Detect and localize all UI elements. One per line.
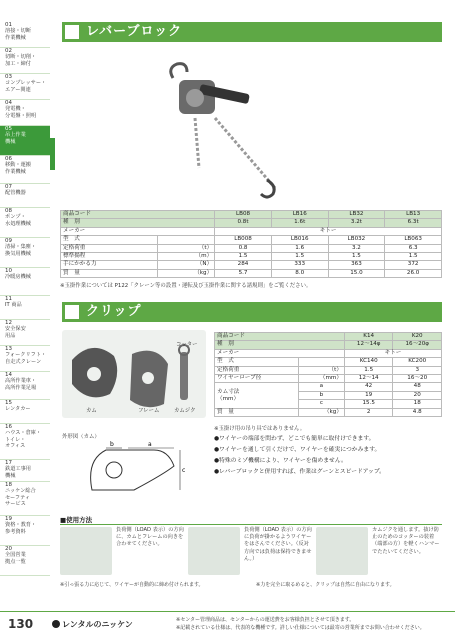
diagram-label-a: a (148, 441, 152, 448)
brand-logo-icon (52, 620, 60, 628)
maker-value: キトー (215, 227, 442, 235)
sidebar-item-19[interactable] (0, 516, 50, 546)
sidebar-item-label: トイレ・ (5, 436, 26, 443)
table-cell: 15.0 (328, 269, 385, 277)
howto-step-2 (188, 527, 315, 575)
table-cell: （N） (157, 261, 215, 269)
sidebar-item-label: 発電機・ (5, 106, 26, 113)
sidebar-item-13[interactable] (0, 346, 50, 372)
table-cell: 42 (344, 383, 393, 391)
clip-section-title: クリップ (86, 304, 142, 319)
sidebar-item-20[interactable] (0, 546, 50, 576)
table-cell: 18 (393, 400, 442, 408)
table-cell: LB032 (328, 236, 385, 244)
sidebar-item-label: 全国営業 (5, 552, 26, 559)
table-cell: 1.6 (271, 244, 328, 252)
sidebar-item-label: 換気用機械 (5, 250, 31, 257)
table-header-cell: LB32 (328, 211, 385, 219)
sidebar-item-number: 03 (5, 74, 12, 80)
sidebar-item-label: IT 商品 (5, 302, 22, 309)
sidebar-item-14[interactable] (0, 372, 50, 400)
howto-divider (60, 524, 442, 525)
sidebar-item-08[interactable] (0, 208, 50, 238)
table-header-cell: K20 (393, 333, 442, 341)
sidebar-item-number: 06 (5, 156, 12, 162)
table-cell: （kg） (298, 408, 344, 416)
sidebar-item-label: 資格・教育・ (5, 522, 37, 529)
sidebar-item-02[interactable] (0, 48, 50, 74)
sidebar-item-label: エアー関連 (5, 86, 31, 93)
maker-label: メーカー (61, 227, 215, 235)
sidebar-item-label: ポンプ・ (5, 214, 26, 221)
howto-step-3 (316, 527, 443, 575)
sidebar-item-label: 移動・運搬 (5, 162, 31, 169)
sidebar-item-label: 冷暖房機械 (5, 274, 31, 281)
table-cell: LB016 (271, 236, 328, 244)
header-square-icon (65, 305, 79, 319)
sidebar-item-05[interactable] (0, 126, 50, 156)
table-cell: 1.5 (215, 253, 272, 261)
sidebar-item-label: サービス (5, 501, 26, 508)
header-square-icon (65, 25, 79, 39)
table-type-cell: 1.6t (271, 219, 328, 227)
sidebar-item-01[interactable] (0, 22, 50, 48)
table-cell: 1.5 (328, 253, 385, 261)
sidebar-item-label: 分電盤・照明 (5, 112, 37, 119)
sidebar-item-number: 11 (5, 296, 12, 302)
table-header-cell: 商品コード (61, 211, 215, 219)
table-cell: 15.5 (344, 400, 393, 408)
table-cell: 1.5 (344, 366, 393, 374)
sidebar-item-07[interactable] (0, 184, 50, 208)
sidebar-item-04[interactable] (0, 100, 50, 126)
table-cell: 6.3 (385, 244, 442, 252)
label-cotter: コッター (176, 342, 198, 348)
sidebar-item-number: 10 (5, 268, 12, 274)
brand-name: レンタルのニッケン (62, 620, 133, 629)
table-cell: 48 (393, 383, 442, 391)
table-row (215, 383, 442, 391)
table-cell (298, 358, 344, 366)
sidebar-item-label: 拠点一覧 (5, 558, 26, 565)
sidebar-item-label: セーフティ (5, 494, 31, 501)
sidebar-item-label: フォークリフト・ (5, 352, 47, 359)
sidebar-item-number: 04 (5, 100, 12, 106)
howto-step-1 (60, 527, 187, 575)
sidebar-item-label: 作業機械 (5, 34, 26, 41)
table-cell: 定格荷重 (61, 244, 158, 252)
sidebar-item-number: 13 (5, 346, 12, 352)
table-cell: b (298, 391, 344, 399)
table-row (215, 408, 442, 416)
sidebar-item-03[interactable] (0, 74, 50, 100)
sidebar-item-label: 自走式クレーン (5, 358, 42, 365)
table-cell: 12〜14 (344, 375, 393, 383)
sidebar-item-label: 作業機械 (5, 168, 26, 175)
table-type-cell: 0.8t (215, 219, 272, 227)
table-cell (157, 236, 215, 244)
sidebar-item-09[interactable] (0, 238, 50, 268)
table-cell: 5.7 (215, 269, 272, 277)
table-cell: （m） (157, 253, 215, 261)
cam-dimension-label: カム寸法 （mm） (215, 383, 299, 408)
table-cell: 4.8 (393, 408, 442, 416)
table-cell: 372 (385, 261, 442, 269)
sidebar-item-18[interactable] (0, 482, 50, 516)
howto-note-right: ※力を完全に取るめると、クリップは自然に自由になります。 (256, 582, 395, 588)
table-cell: c (298, 400, 344, 408)
howto-step-1-text: 負荷側（LOAD 表示）の方向に、カムとフレームの向きを合わせてください。 (116, 527, 184, 548)
footer-note-2: ※記載されている仕様は、代表的な機種です。詳しい仕様については最寄の営業所までお問い合わせください。 (176, 625, 425, 631)
table-cell: 2 (344, 408, 393, 416)
table-cell: 型 式 (61, 236, 158, 244)
sidebar-item-label: 参考資料 (5, 528, 26, 535)
sidebar-item-label: 鉄道工事用 (5, 466, 31, 473)
table-cell: （mm） (298, 375, 344, 383)
lever-section-title: レバーブロック (86, 24, 183, 39)
feature-item: ●ワイヤーを通して引くだけで、ワイヤーを確実につかみます。 (214, 447, 381, 453)
table-cell: 8.0 (271, 269, 328, 277)
lever-note: ※玉掛作業については P122「クレーン等の設置・運転及び玉掛作業に関する諸規則」をご覧ください。 (60, 283, 312, 289)
table-cell: 0.8 (215, 244, 272, 252)
diagram-label-c: c (182, 467, 186, 474)
table-header-cell: LB16 (271, 211, 328, 219)
maker-value: キトー (344, 349, 441, 357)
page-number: 130 (8, 617, 34, 631)
sidebar-item-number: 02 (5, 48, 12, 54)
table-cell: LB063 (385, 236, 442, 244)
table-cell: 19 (344, 391, 393, 399)
clip-section-header (62, 302, 442, 322)
lever-block-image (155, 60, 285, 200)
lever-section-header (62, 22, 442, 42)
table-cell: 363 (328, 261, 385, 269)
sidebar-item-number: 18 (5, 482, 12, 488)
section-accent-bar (50, 138, 55, 170)
howto-step-1-photo (60, 527, 112, 575)
table-type-cell: 16〜20φ (393, 341, 442, 349)
clip-photo (62, 330, 206, 418)
sidebar-item-label: コンプレッサー・ (5, 80, 47, 87)
table-cell: 1.5 (271, 253, 328, 261)
table-cell: 333 (271, 261, 328, 269)
table-type-cell: 種 別 (215, 341, 345, 349)
table-cell: 定格荷重 (215, 366, 299, 374)
sidebar-item-number: 08 (5, 208, 12, 214)
table-row (61, 236, 442, 244)
feature-item: ●レバーブロックと併用すれば、作業はグーンとスピードアップ。 (214, 469, 385, 475)
sidebar-item-label: ニッケン総合 (5, 488, 36, 495)
label-cam: カム (86, 408, 97, 414)
sidebar-item-number: 05 (5, 126, 12, 132)
sidebar-item-10[interactable] (0, 268, 50, 296)
sidebar-item-number: 09 (5, 238, 12, 244)
table-cell: 26.0 (385, 269, 442, 277)
label-cam-shaft: カムジク (174, 408, 196, 414)
sidebar-item-16[interactable] (0, 424, 50, 460)
table-header-cell: LB08 (215, 211, 272, 219)
sidebar-item-label: 安全保安 (5, 326, 26, 333)
sidebar-item-number: 12 (5, 320, 12, 326)
table-row (61, 253, 442, 261)
table-row (61, 261, 442, 269)
sidebar-item-17[interactable] (0, 460, 50, 482)
table-row (61, 269, 442, 277)
table-header-cell: LB13 (385, 211, 442, 219)
sidebar-item-label: 機械 (5, 138, 16, 145)
table-cell: LB008 (215, 236, 272, 244)
table-cell: KC200 (393, 358, 442, 366)
sidebar-item-label: 切断・切削・ (5, 54, 37, 61)
table-type-cell: 6.3t (385, 219, 442, 227)
howto-step-3-photo (316, 527, 368, 575)
table-cell: （t） (298, 366, 344, 374)
howto-note-left: ※引っ張る力に応じて、ワイヤーが自動的に締め付けられます。 (60, 582, 204, 588)
table-cell: 20 (393, 391, 442, 399)
sidebar-item-label: 高所作業足場 (5, 384, 37, 391)
table-cell: ワイヤーロープ径 (215, 375, 299, 383)
sidebar-item-11[interactable] (0, 296, 50, 320)
table-cell: a (298, 383, 344, 391)
table-row (215, 358, 442, 366)
table-cell: 284 (215, 261, 272, 269)
clip-spec-table (214, 332, 442, 417)
table-cell: 1.5 (385, 253, 442, 261)
sidebar-item-label: レンタカー (5, 406, 31, 413)
sidebar-item-label: 清掃・集塵・ (5, 244, 37, 251)
clip-note: ※玉掛け用の吊り具ではありません。 (214, 426, 306, 432)
footer-note-1: ※センター管理商品は、センターからの運送費をお客様負担とさせて頂きます。 (176, 617, 355, 623)
sidebar-item-label: 高所作業車・ (5, 378, 37, 385)
table-cell: 手にかかる力 (61, 261, 158, 269)
sidebar-item-label: ハウス・倉庫・ (5, 430, 42, 437)
table-type-cell: 種 別 (61, 219, 215, 227)
howto-title: ■使用方法 (60, 516, 93, 524)
sidebar-item-label: 溶接・切断 (5, 28, 31, 35)
sidebar-item-12[interactable] (0, 320, 50, 346)
table-cell: 3.2 (328, 244, 385, 252)
sidebar-item-number: 16 (5, 424, 12, 430)
howto-step-3-text: カムジクを通します。抜け防止のためのコッターの装着（端部の方）を軽くハンマーでたたいてください。 (372, 527, 440, 555)
sidebar-item-label: 用品 (5, 332, 16, 339)
feature-item: ●特殊のミゾ機構により、ワイヤーを傷めません。 (214, 458, 347, 464)
footer-divider (0, 611, 455, 612)
table-row (215, 375, 442, 383)
sidebar-item-label: 配管機器 (5, 190, 26, 197)
diagram-label-b: b (110, 441, 114, 448)
table-row (61, 244, 442, 252)
table-header-cell: 商品コード (215, 333, 345, 341)
table-cell: 3 (393, 366, 442, 374)
sidebar-item-label: 吊上作業 (5, 132, 26, 139)
sidebar-item-label: 機械 (5, 472, 16, 479)
table-cell: （t） (157, 244, 215, 252)
sidebar (0, 0, 50, 644)
sidebar-item-number: 15 (5, 400, 12, 406)
table-cell: 標準揚程 (61, 253, 158, 261)
howto-step-2-text: 負荷側（LOAD 表示）の方向に負荷が掛かるようワイヤーをはさんでください。（反対方向では負荷は保持できません。） (244, 527, 312, 562)
lever-spec-table (60, 210, 442, 278)
table-type-cell: 3.2t (328, 219, 385, 227)
table-cell: （kg） (157, 269, 215, 277)
table-cell: 質 量 (215, 408, 299, 416)
sidebar-item-15[interactable] (0, 400, 50, 424)
sidebar-item-number: 20 (5, 546, 12, 552)
cam-outline-diagram (70, 440, 190, 496)
table-row (215, 366, 442, 374)
sidebar-item-number: 14 (5, 372, 12, 378)
label-frame: フレーム (138, 408, 160, 414)
table-cell: 型 式 (215, 358, 299, 366)
sidebar-item-label: オフィス (5, 443, 26, 450)
table-cell: 16〜20 (393, 375, 442, 383)
diagram-title: 外形図（カム） (62, 434, 100, 440)
howto-step-2-photo (188, 527, 240, 575)
sidebar-item-number: 07 (5, 184, 12, 190)
table-header-cell: K14 (344, 333, 393, 341)
sidebar-item-06[interactable] (0, 156, 50, 184)
sidebar-item-number: 01 (5, 22, 12, 28)
maker-label: メーカー (215, 349, 345, 357)
sidebar-item-label: 水処理機械 (5, 220, 31, 227)
table-type-cell: 12〜14φ (344, 341, 393, 349)
clip-feature-list (214, 434, 385, 478)
sidebar-item-number: 19 (5, 516, 12, 522)
sidebar-item-label: 加工・締付 (5, 60, 31, 67)
sidebar-item-number: 17 (5, 460, 12, 466)
table-cell: KC140 (344, 358, 393, 366)
feature-item: ●ワイヤーの端部を問わず、どこでも簡単に取付けできます。 (214, 436, 375, 442)
table-cell: 質 量 (61, 269, 158, 277)
